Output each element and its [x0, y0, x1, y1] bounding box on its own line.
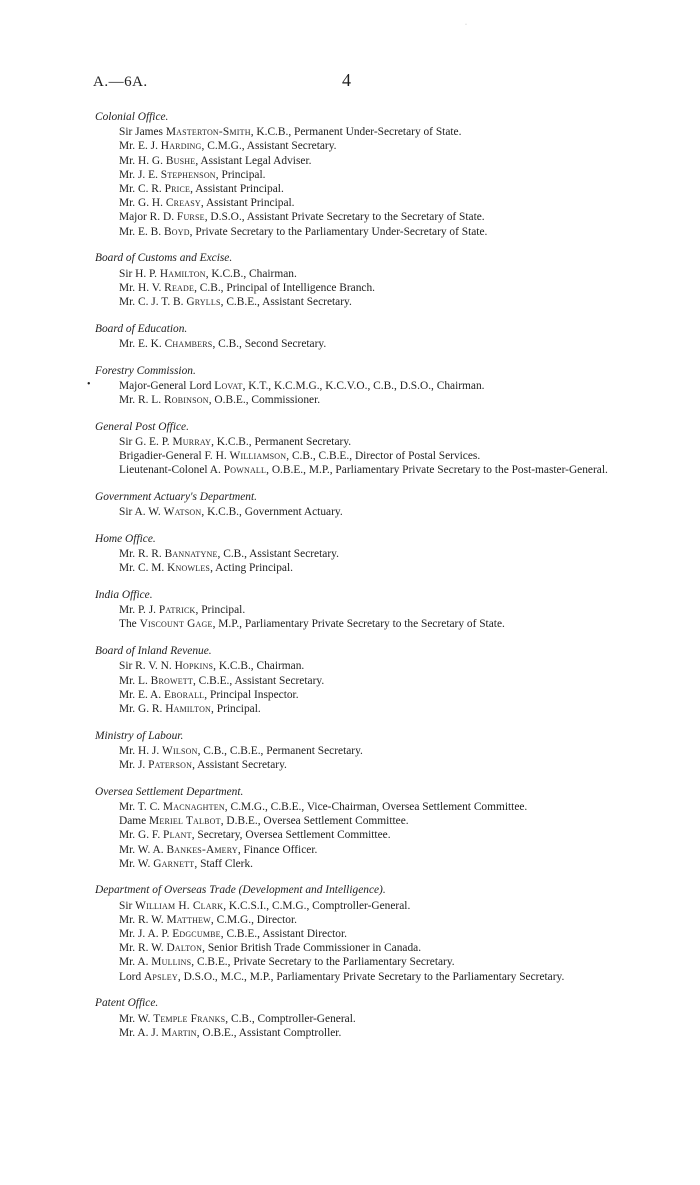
entry-details: , Senior British Trade Commissioner in Canada.	[202, 942, 422, 955]
entry-prefix: Mr. A. J.	[119, 1026, 162, 1039]
entry-details: , Assistant Legal Adviser.	[195, 154, 312, 167]
official-entry	[95, 857, 655, 871]
entry-prefix: Brigadier-General F. H.	[119, 450, 230, 463]
official-entry	[95, 561, 655, 575]
department-section	[95, 729, 655, 773]
official-surname: Dalton	[166, 942, 203, 955]
official-surname: Williamson	[229, 450, 287, 463]
entry-prefix: Sir James	[119, 126, 166, 139]
official-entry	[95, 617, 655, 631]
official-surname: Garnett	[153, 857, 195, 870]
official-surname: Martin	[161, 1026, 197, 1039]
department-title: Ministry of Labour.	[95, 729, 184, 742]
department-title: Board of Inland Revenue.	[95, 645, 212, 658]
entry-prefix: Mr. G. F.	[119, 829, 164, 842]
entry-prefix: Mr. J.	[119, 759, 149, 772]
entry-prefix: Mr. G. R.	[119, 702, 166, 715]
official-entry	[95, 702, 655, 716]
official-surname: Plant	[163, 829, 192, 842]
entry-prefix: Major-General Lord	[119, 379, 215, 392]
entry-prefix: The	[119, 618, 140, 631]
entry-prefix: Lieutenant-Colonel A.	[119, 464, 224, 477]
entry-prefix: Mr. E. B.	[119, 225, 164, 238]
entry-details: , Private Secretary to the Parliamentary Under-Secretary of State.	[189, 225, 488, 238]
department-section	[95, 322, 655, 351]
official-surname: Reade	[164, 281, 195, 294]
entry-details: , K.C.B., Government Actuary.	[201, 506, 343, 519]
official-entry	[95, 970, 655, 984]
official-entry	[95, 225, 655, 239]
official-entry	[95, 435, 655, 449]
official-surname: Creasy	[165, 197, 201, 210]
department-title: Board of Customs and Excise.	[95, 252, 233, 265]
entry-prefix: Sir A. W.	[119, 506, 164, 519]
official-entry	[95, 505, 655, 519]
official-surname: Edgcumbe	[172, 928, 221, 941]
entry-details: , O.B.E., Assistant Comptroller.	[196, 1026, 342, 1039]
official-entry	[95, 603, 655, 617]
entry-details: , Assistant Principal.	[200, 197, 295, 210]
entry-prefix: Mr. R. W.	[119, 942, 167, 955]
entry-details: , Finance Officer.	[237, 843, 318, 856]
official-entry	[95, 913, 655, 927]
department-title: Government Actuary's Department.	[95, 490, 257, 503]
speck-mark: ·	[465, 22, 467, 28]
official-surname: Apsley	[144, 970, 178, 983]
official-entry	[95, 659, 655, 673]
department-title: Department of Overseas Trade (Development and Intelligence).	[95, 884, 386, 897]
entry-prefix: Mr. W. A.	[119, 843, 167, 856]
document-reference: A.—6A.	[93, 74, 148, 90]
department-section	[95, 588, 655, 632]
official-entry	[95, 154, 655, 168]
official-surname: Boyd	[163, 225, 190, 238]
department-section	[95, 532, 655, 576]
department-section	[95, 785, 655, 871]
official-surname: Matthew	[166, 913, 211, 926]
department-section	[95, 644, 655, 716]
entry-details: , K.C.B., Permanent Secretary.	[211, 435, 352, 448]
department-section	[95, 490, 655, 519]
entry-prefix: Mr. E. J.	[119, 140, 161, 153]
entry-details: , Principal.	[211, 702, 261, 715]
official-surname: Browett	[150, 674, 193, 687]
official-surname: Chambers	[164, 337, 213, 350]
entry-prefix: Mr. R. L.	[119, 393, 164, 406]
official-entry	[95, 744, 655, 758]
entry-details: , C.M.G., C.B.E., Vice-Chairman, Oversea Settlement Committee.	[224, 800, 528, 813]
entry-details: , Principal.	[215, 168, 266, 181]
official-entry	[95, 196, 655, 210]
official-entry	[95, 139, 655, 153]
department-title: Oversea Settlement Department.	[95, 785, 244, 798]
department-section	[95, 420, 655, 478]
official-surname: Temple Franks	[153, 1012, 226, 1025]
official-surname: William H. Clark	[135, 899, 224, 912]
entry-prefix: Sir R. V. N.	[119, 660, 175, 673]
official-surname: Mullins	[151, 956, 192, 969]
entry-prefix: Mr. A.	[119, 956, 152, 969]
department-title: Home Office.	[95, 532, 156, 545]
entry-details: , K.C.B., Chairman.	[205, 267, 297, 280]
entry-prefix: Mr. G. H.	[119, 197, 166, 210]
department-title: General Post Office.	[95, 420, 189, 433]
page-number: 4	[342, 70, 351, 90]
official-surname: Eborall	[163, 688, 205, 701]
entry-prefix: Mr. E. A.	[119, 688, 164, 701]
entry-details: , Staff Clerk.	[194, 857, 254, 870]
entry-prefix: Sir G. E. P.	[119, 435, 173, 448]
official-surname: Bannatyne	[164, 548, 218, 561]
official-entry	[95, 927, 655, 941]
official-entry	[95, 337, 655, 351]
department-section	[95, 251, 655, 309]
entry-details: , C.B., Principal of Intelligence Branch.	[194, 281, 376, 294]
entry-details: , C.B.E., Assistant Secretary.	[192, 674, 325, 687]
official-entry	[95, 379, 655, 393]
official-entry	[95, 941, 655, 955]
official-surname: Viscount Gage	[139, 618, 213, 631]
entry-details: , Acting Principal.	[210, 562, 293, 575]
department-section	[95, 364, 655, 408]
department-section	[95, 883, 655, 983]
entry-details: , O.B.E., M.P., Parliamentary Private Secretary to the Post-master-General.	[266, 464, 608, 477]
entry-prefix: Mr. C. R.	[119, 183, 165, 196]
entry-details: , C.B.E., Private Secretary to the Parliamentary Secretary.	[191, 956, 455, 969]
entry-details: , Assistant Principal.	[190, 183, 284, 196]
entry-prefix: Mr. P. J.	[119, 604, 159, 617]
official-surname: Macnaghten	[162, 800, 225, 813]
entry-prefix: Mr. J. A. P.	[119, 928, 173, 941]
official-entry	[95, 955, 655, 969]
entry-details: , M.P., Parliamentary Private Secretary to the Secretary of State.	[212, 618, 505, 631]
entry-details: , C.M.G., Director.	[210, 913, 297, 926]
official-entry	[95, 843, 655, 857]
official-entry	[95, 674, 655, 688]
entry-details: , Principal.	[195, 604, 246, 617]
entry-details: , D.B.E., Oversea Settlement Committee.	[220, 815, 409, 828]
entry-details: , C.B., Comptroller-General.	[225, 1012, 356, 1025]
entry-prefix: Mr. R. R.	[119, 548, 165, 561]
entry-details: , K.C.B., Permanent Under-Secretary of State.	[250, 126, 462, 139]
entry-prefix: Mr. H. J.	[119, 744, 163, 757]
official-surname: Price	[164, 183, 191, 196]
entry-details: , K.C.S.I., C.M.G., Comptroller-General.	[223, 899, 411, 912]
entry-details: , C.B., Assistant Secretary.	[217, 548, 339, 561]
official-entry	[95, 758, 655, 772]
official-surname: Robinson	[163, 393, 209, 406]
entry-prefix: Mr. T. C.	[119, 800, 163, 813]
margin-bullet: •	[87, 379, 91, 390]
entry-details: , C.B., Second Secretary.	[212, 337, 327, 350]
page-header	[93, 70, 633, 96]
official-surname: Hopkins	[174, 660, 214, 673]
entry-prefix: Mr. W.	[119, 857, 154, 870]
department-section	[95, 996, 655, 1040]
entry-details: , C.B., C.B.E., Permanent Secretary.	[197, 744, 363, 757]
official-entry	[95, 814, 655, 828]
official-entry	[95, 688, 655, 702]
entry-details: , O.B.E., Commissioner.	[208, 393, 321, 406]
official-surname: Pownall	[223, 464, 267, 477]
official-entry	[95, 1026, 655, 1040]
official-entry	[95, 182, 655, 196]
official-entry	[95, 463, 655, 477]
department-title: Forestry Commission.	[95, 364, 196, 377]
official-entry	[95, 1012, 655, 1026]
entry-details: , C.B., C.B.E., Director of Postal Services.	[286, 450, 481, 463]
entry-details: , C.B.E., Assistant Secretary.	[220, 295, 352, 308]
department-list	[95, 110, 655, 1052]
entry-prefix: Mr. C. J. T. B.	[119, 295, 187, 308]
entry-prefix: Mr. H. V.	[119, 281, 165, 294]
official-entry	[95, 449, 655, 463]
entry-prefix: Sir H. P.	[119, 267, 160, 280]
official-entry	[95, 828, 655, 842]
official-entry	[95, 800, 655, 814]
entry-details: , K.C.B., Chairman.	[213, 660, 305, 673]
entry-prefix: Major R. D.	[119, 211, 177, 224]
official-entry	[95, 899, 655, 913]
official-entry	[95, 393, 655, 407]
entry-prefix: Sir	[119, 899, 136, 912]
entry-prefix: Dame	[119, 815, 150, 828]
entry-details: , Secretary, Oversea Settlement Committee.	[191, 829, 391, 842]
department-section	[95, 110, 655, 239]
official-surname: Hamilton	[159, 267, 206, 280]
department-title: Colonial Office.	[95, 111, 169, 123]
official-surname: Masterton-Smith	[165, 126, 251, 139]
official-surname: Wilson	[162, 744, 198, 757]
official-surname: Furse	[176, 211, 205, 224]
official-entry	[95, 267, 655, 281]
entry-prefix: Mr. E. K.	[119, 337, 165, 350]
entry-details: , Principal Inspector.	[204, 688, 299, 701]
department-title: Board of Education.	[95, 322, 188, 335]
entry-details: , K.T., K.C.M.G., K.C.V.O., C.B., D.S.O., Chairman.	[242, 379, 485, 392]
official-entry	[95, 547, 655, 561]
official-surname: Lovat	[214, 379, 243, 392]
entry-prefix: Mr. W.	[119, 1012, 154, 1025]
entry-prefix: Mr. C. M.	[119, 562, 168, 575]
official-surname: Hamilton	[165, 702, 212, 715]
official-surname: Bankes-Amery	[166, 843, 238, 856]
official-surname: Knowles	[167, 562, 211, 575]
official-entry	[95, 168, 655, 182]
entry-prefix: Mr. J. E.	[119, 168, 161, 181]
department-title: Patent Office.	[95, 997, 159, 1010]
official-surname: Watson	[163, 506, 202, 519]
entry-details: , C.B.E., Assistant Director.	[220, 928, 347, 941]
official-surname: Paterson	[148, 759, 193, 772]
official-entry	[95, 125, 655, 139]
entry-prefix: Mr. R. W.	[119, 913, 167, 926]
official-surname: Patrick	[158, 604, 196, 617]
official-surname: Murray	[172, 435, 212, 448]
entry-details: , C.M.G., Assistant Secretary.	[201, 140, 337, 153]
official-entry	[95, 295, 655, 309]
official-surname: Bushe	[165, 154, 196, 167]
entry-prefix: Lord	[119, 970, 144, 983]
official-surname: Meriel Talbot	[149, 815, 221, 828]
entry-prefix: Mr. L.	[119, 674, 151, 687]
department-title: India Office.	[95, 588, 153, 601]
entry-details: , Assistant Secretary.	[192, 759, 287, 772]
entry-prefix: Mr. H. G.	[119, 154, 166, 167]
official-surname: Harding	[160, 140, 202, 153]
official-entry	[95, 210, 655, 224]
official-surname: Stephenson	[160, 168, 216, 181]
entry-details: , D.S.O., M.C., M.P., Parliamentary Private Secretary to the Parliamentary Secretary.	[177, 970, 565, 983]
official-surname: Grylls	[186, 295, 221, 308]
official-entry	[95, 281, 655, 295]
entry-details: , D.S.O., Assistant Private Secretary to the Secretary of State.	[204, 211, 485, 224]
